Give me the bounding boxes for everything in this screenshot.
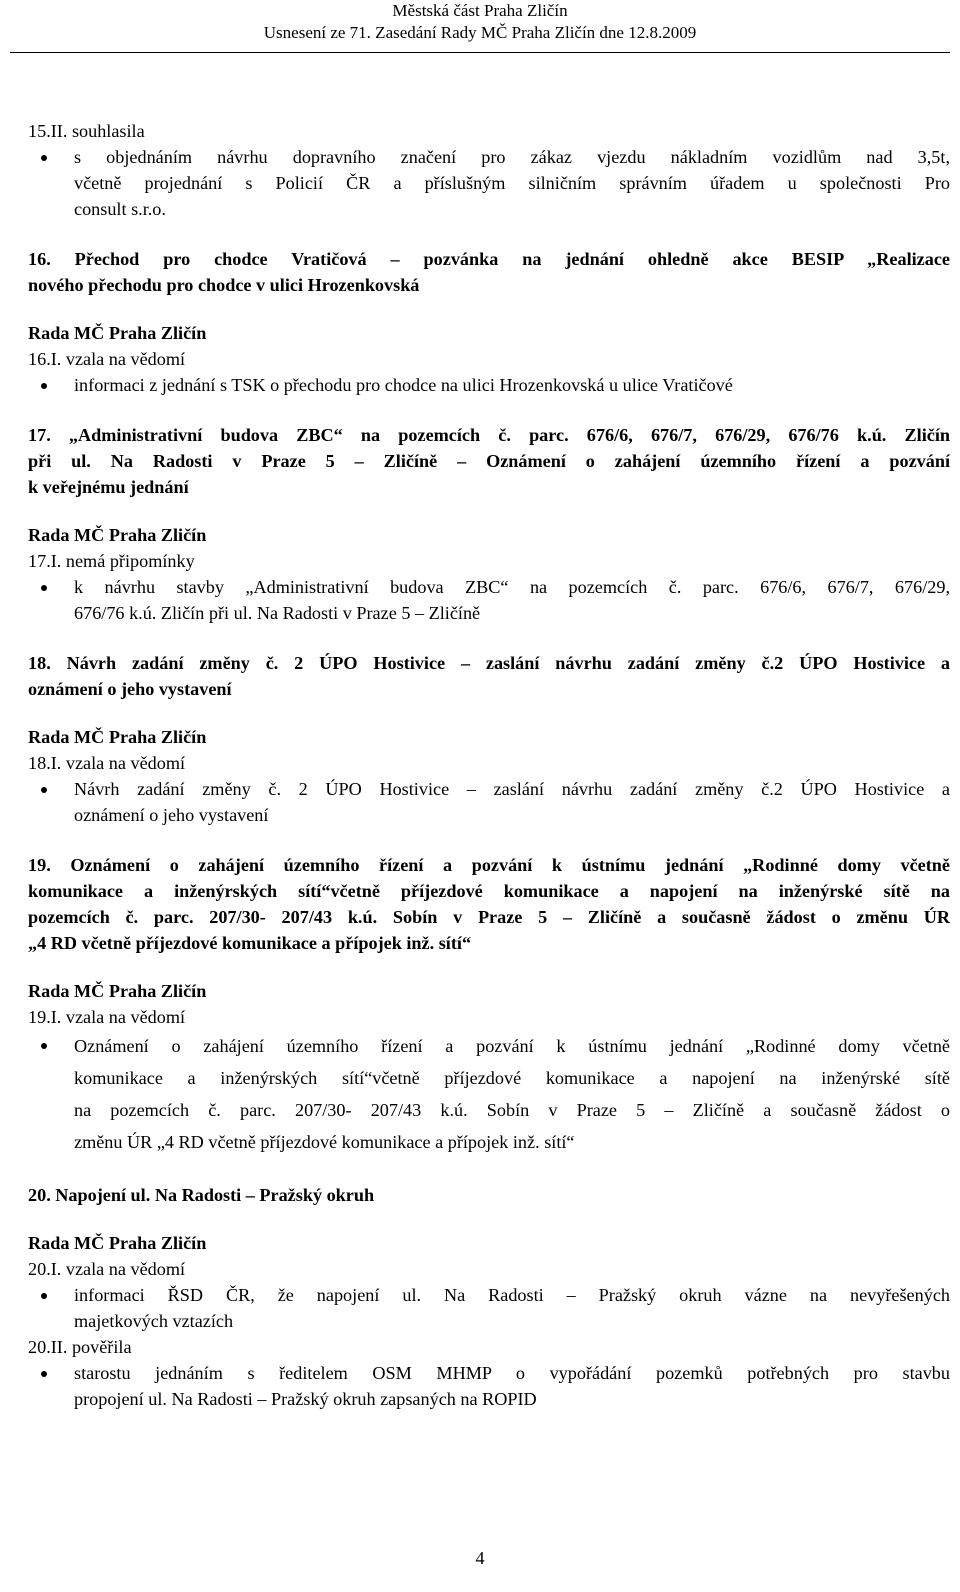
resolution-19-I: 19.I. vzala na vědomí: [28, 1007, 186, 1027]
section-heading: k veřejnému jednání: [28, 477, 189, 497]
bullet-line: na pozemcích č. parc. 207/30- 207/43 k.ú. Sobín v Praze 5 – Zličíně a současně žádost o: [74, 1100, 950, 1120]
bullet-item: [28, 1282, 950, 1334]
section-heading: komunikace a inženýrských sítí“včetně příjezdové komunikace a napojení na inženýrské sítě na: [28, 881, 950, 901]
bullet-item: [28, 144, 950, 222]
bullet-line: s objednáním návrhu dopravního značení pro zákaz vjezdu nákladním vozidlům nad 3,5t,: [74, 147, 950, 167]
bullet-item: [28, 372, 950, 398]
page-header: [0, 0, 960, 44]
section-heading: 18. Návrh zadání změny č. 2 ÚPO Hostivice – zaslání návrhu zadání změny č.2 ÚPO Hostivice a: [28, 653, 950, 673]
council-label: Rada MČ Praha Zličín: [28, 727, 207, 747]
bullet-item: [28, 1360, 950, 1412]
bullet-line: informaci ŘSD ČR, že napojení ul. Na Radosti – Pražský okruh vázne na nevyřešených: [74, 1285, 950, 1305]
header-resolution-title: Usnesení ze 71. Zasedání Rady MČ Praha Zličín dne 12.8.2009: [263, 23, 697, 42]
header-divider: [10, 52, 950, 53]
bullet-line: starostu jednáním s ředitelem OSM MHMP o vypořádání pozemků potřebných pro stavbu: [74, 1363, 950, 1383]
council-label: Rada MČ Praha Zličín: [28, 981, 207, 1001]
header-municipality: Městská část Praha Zličín: [392, 1, 568, 20]
council-label: Rada MČ Praha Zličín: [28, 323, 207, 343]
bullet-line: komunikace a inženýrských sítí“včetně příjezdové komunikace a napojení na inženýrské sítě: [74, 1068, 950, 1088]
bullet-line: propojení ul. Na Radosti – Pražský okruh zapsaných na ROPID: [74, 1389, 537, 1409]
section-19: [28, 852, 950, 1158]
bullet-line: změnu ÚR „4 RD včetně příjezdové komunikace a přípojek inž. sítí“: [74, 1132, 575, 1152]
section-heading: „4 RD včetně příjezdové komunikace a přípojek inž. sítí“: [28, 933, 472, 953]
section-16: [28, 246, 950, 398]
resolution-20-I: 20.I. vzala na vědomí: [28, 1259, 186, 1279]
section-heading: 20. Napojení ul. Na Radosti – Pražský okruh: [28, 1185, 375, 1205]
section-15: [28, 118, 950, 222]
section-heading: oznámení o jeho vystavení: [28, 679, 232, 699]
council-label: Rada MČ Praha Zličín: [28, 525, 207, 545]
section-heading: 19. Oznámení o zahájení územního řízení a pozvání k ústnímu jednání „Rodinné domy včetně: [28, 855, 950, 875]
council-label: Rada MČ Praha Zličín: [28, 1233, 207, 1253]
bullet-line: majetkových vztazích: [74, 1311, 234, 1331]
bullet-line: k návrhu stavby „Administrativní budova ZBC“ na pozemcích č. parc. 676/6, 676/7, 676/29,: [74, 577, 950, 597]
bullet-line: Oznámení o zahájení územního řízení a pozvání k ústnímu jednání „Rodinné domy včetně: [74, 1036, 950, 1056]
section-heading: pozemcích č. parc. 207/30- 207/43 k.ú. Sobín v Praze 5 – Zličíně a současně žádost o změnu ÚR: [28, 907, 950, 927]
document-body: [28, 118, 950, 1412]
bullet-item: [28, 776, 950, 828]
resolution-16-I: 16.I. vzala na vědomí: [28, 349, 186, 369]
bullet-line: consult s.r.o.: [74, 199, 166, 219]
bullet-line: informaci z jednání s TSK o přechodu pro chodce na ulici Hrozenkovská u ulice Vratičové: [74, 375, 733, 395]
section-heading: 16. Přechod pro chodce Vratičová – pozvánka na jednání ohledně akce BESIP „Realizace: [28, 249, 950, 269]
resolution-18-I: 18.I. vzala na vědomí: [28, 753, 186, 773]
bullet-line: Návrh zadání změny č. 2 ÚPO Hostivice – zaslání návrhu zadání změny č.2 ÚPO Hostivice a: [74, 779, 950, 799]
section-heading: při ul. Na Radosti v Praze 5 – Zličíně – Oznámení o zahájení územního řízení a pozvání: [28, 451, 950, 471]
bullet-item: [28, 1030, 950, 1158]
section-heading: 17. „Administrativní budova ZBC“ na pozemcích č. parc. 676/6, 676/7, 676/29, 676/76 k.ú. Zličín: [28, 425, 950, 445]
resolution-15-II: 15.II. souhlasila: [28, 121, 145, 141]
resolution-17-I: 17.I. nemá připomínky: [28, 551, 195, 571]
bullet-line: oznámení o jeho vystavení: [74, 805, 269, 825]
page-number: 4: [475, 1548, 485, 1568]
section-heading: nového přechodu pro chodce v ulici Hrozenkovská: [28, 275, 420, 295]
bullet-line: včetně projednání s Policií ČR a příslušným silničním správním úřadem u společnosti Pro: [74, 173, 950, 193]
bullet-line: 676/76 k.ú. Zličín při ul. Na Radosti v Praze 5 – Zličíně: [74, 603, 481, 623]
section-17: [28, 422, 950, 626]
section-20: [28, 1182, 950, 1412]
section-18: [28, 650, 950, 828]
resolution-20-II: 20.II. pověřila: [28, 1337, 132, 1357]
bullet-item: [28, 574, 950, 626]
